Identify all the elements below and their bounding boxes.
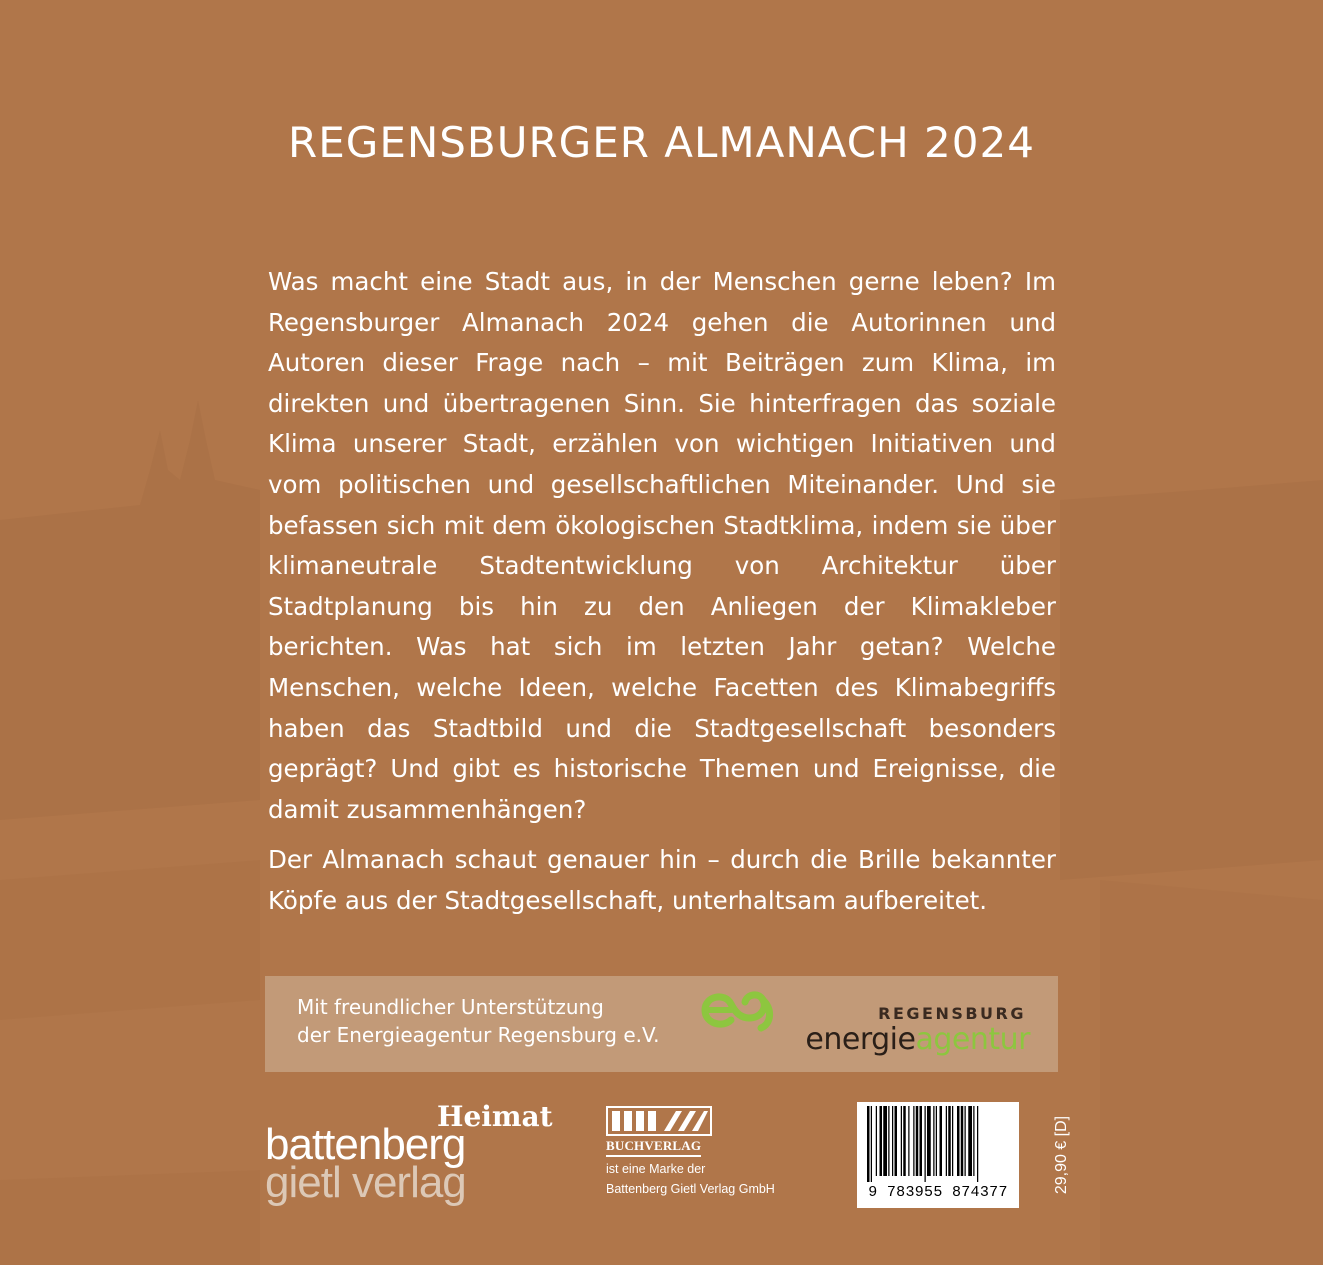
barcode-bar [961,1106,964,1176]
isbn-digits: 9 783955 874377 [868,1184,1008,1201]
imprint-line: ist eine Marke der [606,1162,706,1176]
buchverlag-logo-icon [606,1106,712,1136]
description-paragraph: Was macht eine Stadt aus, in der Menschen gerne leben? Im Regensburger Almanach 2024 gehen die Autorinnen und Autoren dieser Frage nach – mit Beiträgen zum Klima, im direkten und übertragenen Sinn. Sie hinterfragen das soziale Klima unserer Stadt, erzählen von wichtigen Initiativen und vom politischen und gesellschaftlichen Miteinander. Und sie befassen sich mit dem ökologischen Stadtklima, indem sie über klimaneutrale Stadtentwicklung von Architektur über Stadtplanung bis hin zu den Anliegen der Klimakleber berichten. Was hat sich im letzten Jahr getan? Welche Menschen, welche Ideen, welche Facetten des Klimabegriffs haben das Stadtbild und die Stadtgesellschaft besonders geprägt? Und gibt es historische Themen und Ereignisse, die damit zusammenhängen? [268,267,1056,824]
barcode-bar [973,1106,974,1176]
price-label: 29,90 € [D] [1053,1115,1070,1195]
barcode-bar [948,1106,951,1176]
barcode-bar [946,1106,947,1176]
barcode-bar [908,1106,909,1176]
barcode-bar [940,1106,943,1176]
imprint-line: Battenberg Gietl Verlag GmbH [606,1182,775,1196]
description-paragraph: Der Almanach schaut genauer hin – durch die Brille bekannter Köpfe aus der Stadtgesellschaft, unterhaltsam aufbereitet. [268,845,1056,915]
barcode-icon [865,1106,1013,1182]
barcode-bar [913,1106,914,1176]
logo-word-energie: energie [805,1022,916,1057]
sponsor-text [297,993,659,1049]
description-text [268,262,1056,932]
barcode-bar [888,1106,889,1176]
barcode-bar [952,1106,953,1176]
barcode-bar [957,1106,960,1176]
imprint-label: BUCHVERLAG [606,1138,701,1157]
logo-wordmark [805,1022,1030,1057]
barcode-bar [903,1106,906,1176]
sponsor-line: Mit freundlicher Unterstützung [297,995,604,1019]
barcode-bar [965,1106,966,1176]
barcode-bar [895,1106,898,1176]
isbn-barcode [857,1102,1019,1208]
barcode-bar [968,1106,972,1176]
barcode-bar [901,1106,902,1176]
barcode-bar [876,1106,877,1176]
barcode-bar [933,1106,934,1176]
barcode-bar [925,1106,926,1182]
barcode-bar [920,1106,923,1176]
page-title: REGENSBURGER ALMANACH 2024 [288,118,1035,167]
publisher-gietl: gietl verlag [265,1158,466,1207]
barcode-bar [871,1106,872,1182]
imprint-block [606,1106,806,1206]
barcode-bar [916,1106,919,1176]
barcode-bar [880,1106,883,1176]
energieagentur-logo-icon [701,988,777,1032]
barcode-bar [977,1106,978,1182]
sponsor-banner [265,976,1058,1072]
barcode-bar [883,1106,887,1176]
barcode-bar [927,1106,931,1176]
barcode-bar [936,1106,937,1176]
publisher-heimat: Heimat [437,1100,553,1133]
logo-region-label: REGENSBURG [878,1004,1026,1023]
barcode-bar [867,1106,870,1182]
barcode-bar [892,1106,893,1176]
publisher-logo [265,1100,555,1210]
publisher-battenberg: battenberg [265,1120,466,1169]
logo-word-agentur: agentur [915,1022,1030,1057]
sponsor-line: der Energieagentur Regensburg e.V. [297,1023,660,1047]
